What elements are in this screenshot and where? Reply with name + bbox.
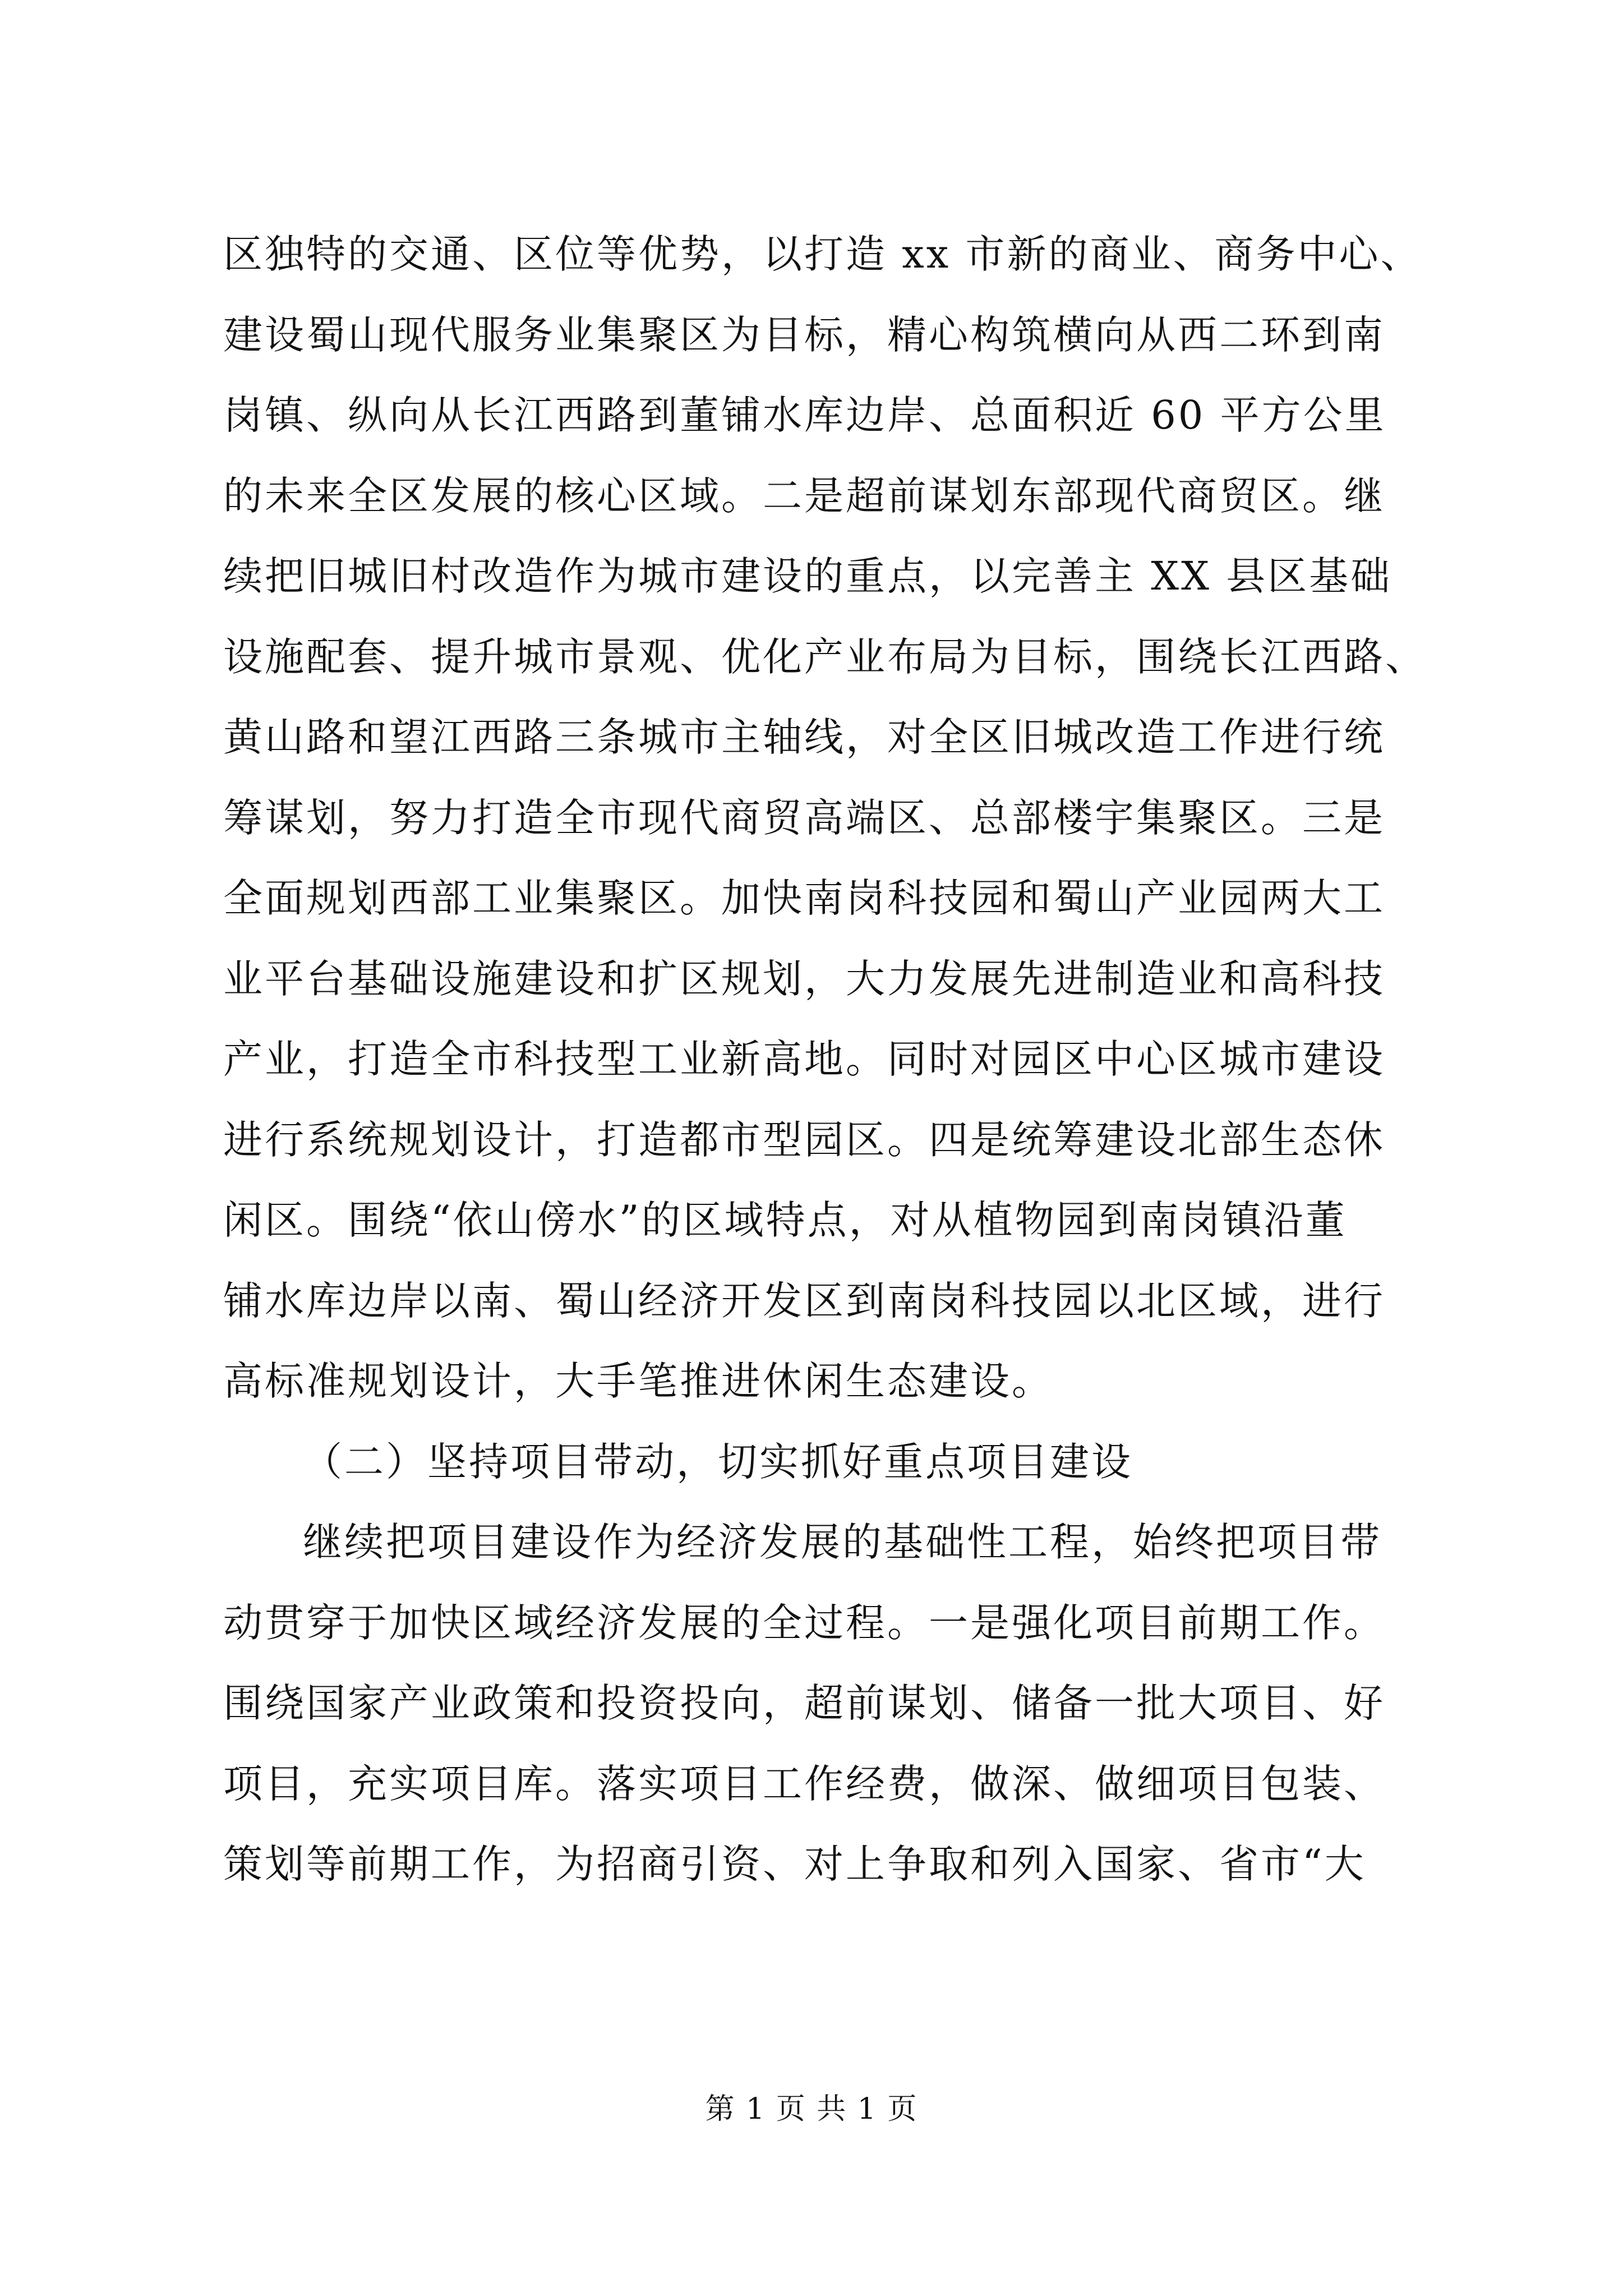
text-line: 高标准规划设计，大手笔推进休闲生态建设。 [223,1358,1053,1404]
text-line: 续把旧城旧村改造作为城市建设的重点，以完善主 XX 县区基础 [223,553,1393,599]
text-line: 闲区。围绕“依山傍水”的区域特点，对从植物园到南岗镇沿董 [223,1197,1347,1243]
text-line: 铺水库边岸以南、蜀山经济开发区到南岗科技园以北区域，进行 [223,1277,1385,1324]
text-line: 岗镇、纵向从长江西路到董铺水库边岸、总面积近 60 平方公里 [223,392,1386,438]
text-line: 建设蜀山现代服务业集聚区为目标，精心构筑横向从西二环到南 [223,311,1385,358]
text-line: 筹谋划，努力打造全市现代商贸高端区、总部楼宇集聚区。三是 [223,794,1385,841]
text-line: 全面规划西部工业集聚区。加快南岗科技园和蜀山产业园两大工 [223,875,1385,921]
text-line: 围绕国家产业政策和投资投向，超前谋划、储备一批大项目、好 [223,1680,1385,1726]
section-heading: （二）坚持项目带动，切实抓好重点项目建设 [303,1438,1133,1485]
text-line: 产业，打造全市科技型工业新高地。同时对园区中心区城市建设 [223,1036,1385,1082]
text-line: 区独特的交通、区位等优势，以打造 xx 市新的商业、商务中心、 [223,231,1422,277]
text-line: 项目，充实项目库。落实项目工作经费，做深、做细项目包装、 [223,1760,1385,1807]
document-body [223,214,1429,1905]
paragraph-first-line: 继续把项目建设作为经济发展的基础性工程，始终把项目带 [303,1519,1382,1565]
text-line: 动贯穿于加快区域经济发展的全过程。一是强化项目前期工作。 [223,1599,1385,1646]
page-footer: 第 1 页 共 1 页 [705,2092,918,2126]
text-line: 策划等前期工作，为招商引资、对上争取和列入国家、省市“大 [223,1841,1366,1887]
text-line: 黄山路和望江西路三条城市主轴线，对全区旧城改造工作进行统 [223,714,1385,760]
text-line: 进行系统规划设计，打造都市型园区。四是统筹建设北部生态休 [223,1116,1385,1163]
text-line: 的未来全区发展的核心区域。二是超前谋划东部现代商贸区。继 [223,472,1385,519]
text-line: 设施配套、提升城市景观、优化产业布局为目标，围绕长江西路、 [223,633,1427,680]
text-line: 业平台基础设施建设和扩区规划，大力发展先进制造业和高科技 [223,955,1385,1002]
